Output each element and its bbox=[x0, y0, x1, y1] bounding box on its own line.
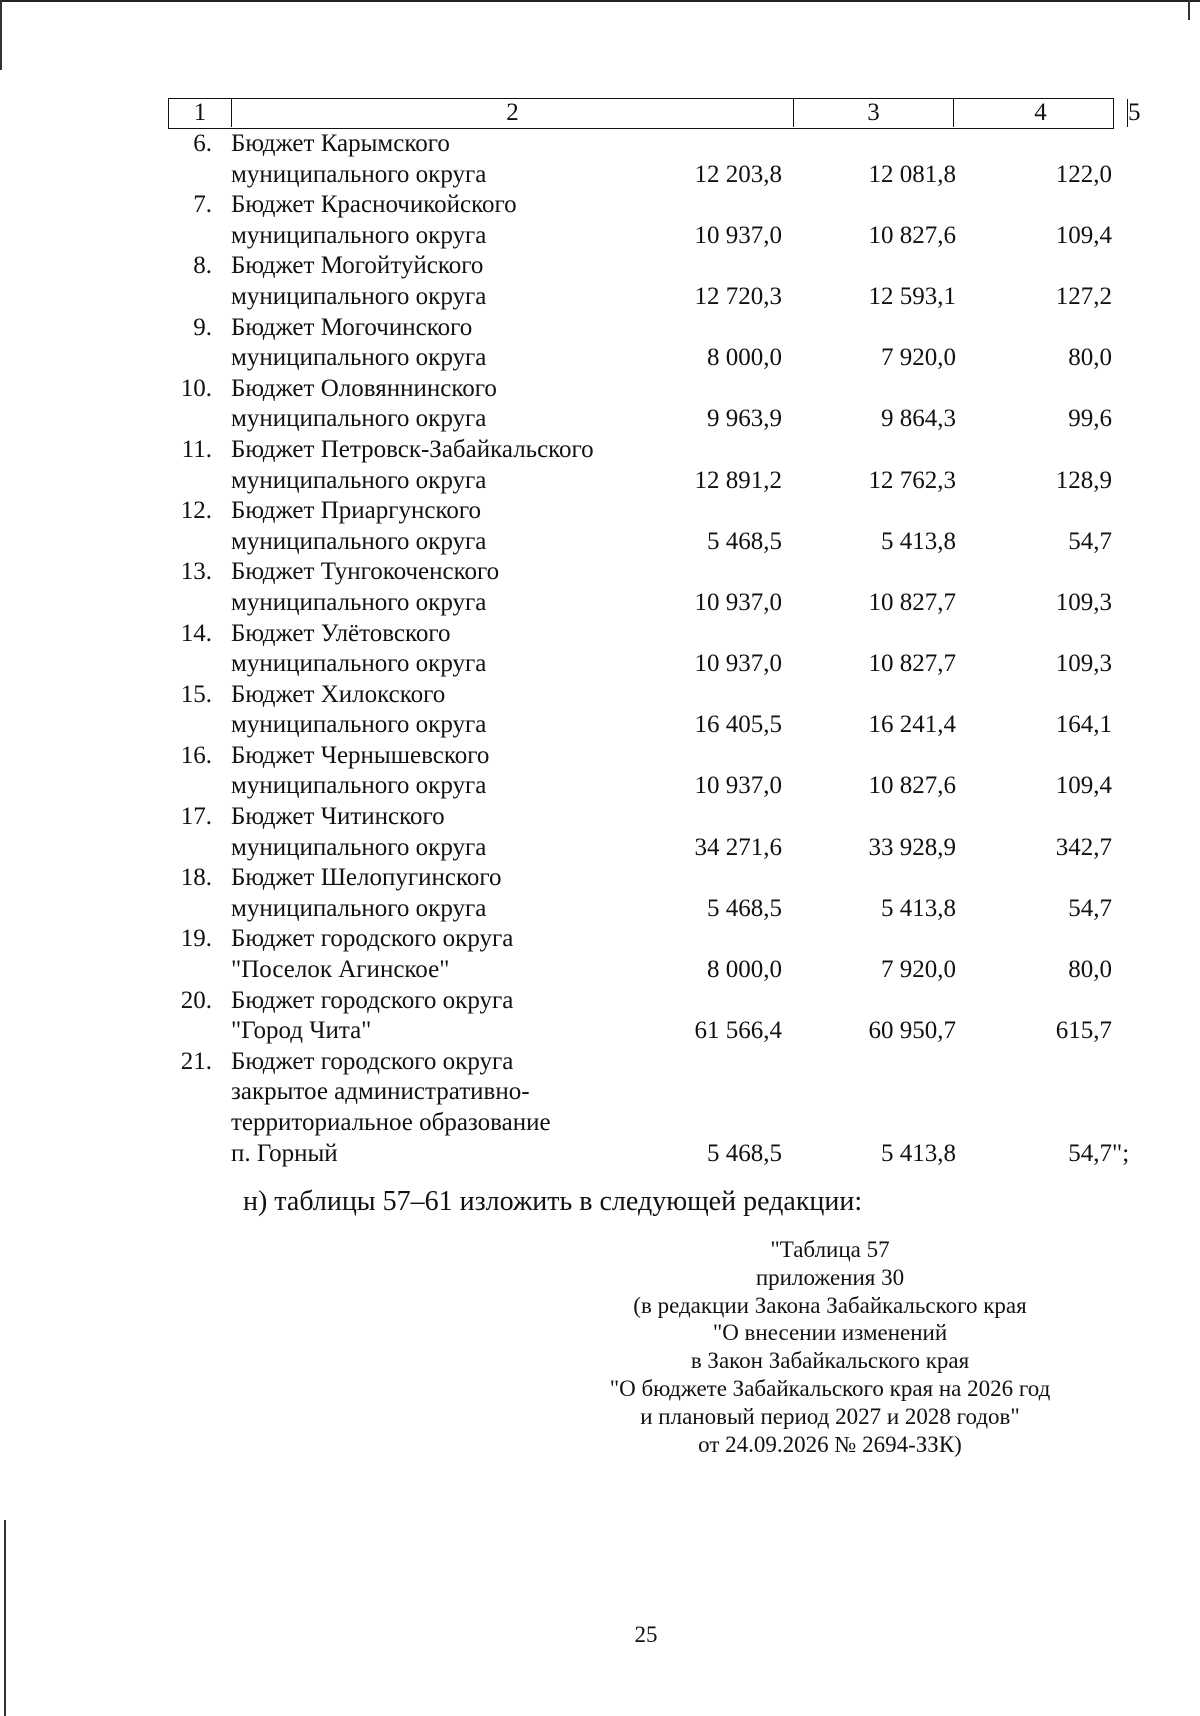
row-value-5: 128,9 bbox=[1055, 466, 1112, 494]
row-budget-name: Бюджет Могойтуйского bbox=[231, 252, 484, 280]
table-row bbox=[0, 557, 1200, 618]
row-budget-name: муниципального округа bbox=[231, 833, 487, 861]
closing-quote: "; bbox=[1112, 1139, 1130, 1167]
row-value-3: 12 203,8 bbox=[694, 160, 782, 188]
header-col-1: 1 bbox=[193, 99, 207, 126]
row-value-3: 34 271,6 bbox=[694, 833, 782, 861]
table-row bbox=[0, 251, 1200, 312]
caption-line: "О бюджете Забайкальского края на 2026 год bbox=[609, 1375, 1051, 1401]
row-budget-name: Бюджет городского округа bbox=[231, 925, 514, 953]
instruction-text: н) таблицы 57–61 изложить в следующей редакции: bbox=[243, 1186, 863, 1217]
scan-edge-left-lower bbox=[4, 1520, 6, 1716]
row-value-3: 12 720,3 bbox=[694, 282, 782, 310]
row-budget-name: "Город Чита" bbox=[231, 1017, 372, 1045]
row-number: 10. bbox=[180, 374, 212, 402]
row-budget-name: Бюджет городского округа bbox=[231, 1047, 514, 1075]
row-number: 16. bbox=[180, 741, 212, 769]
row-value-5: 109,4 bbox=[1055, 772, 1112, 800]
row-number: 20. bbox=[180, 986, 212, 1014]
row-budget-name: муниципального округа bbox=[231, 772, 487, 800]
row-value-3: 5 468,5 bbox=[707, 527, 782, 555]
table-row bbox=[0, 190, 1200, 251]
caption-line: (в редакции Закона Забайкальского края bbox=[633, 1292, 1027, 1318]
row-budget-name: муниципального округа bbox=[231, 344, 487, 372]
row-value-4: 10 827,6 bbox=[868, 772, 956, 800]
row-value-4: 7 920,0 bbox=[881, 956, 956, 984]
header-col-2: 2 bbox=[231, 99, 793, 127]
row-value-3: 5 468,5 bbox=[707, 1139, 782, 1167]
row-number: 7. bbox=[193, 191, 212, 219]
row-value-5: 127,2 bbox=[1055, 282, 1112, 310]
row-number: 6. bbox=[193, 130, 212, 157]
row-value-4: 12 593,1 bbox=[868, 282, 956, 310]
scan-mark-right bbox=[1188, 0, 1190, 20]
row-budget-name: Бюджет Чернышевского bbox=[231, 741, 490, 769]
row-value-5: 54,7 bbox=[1068, 527, 1112, 555]
row-value-5: 109,3 bbox=[1055, 650, 1112, 678]
row-value-3: 10 937,0 bbox=[694, 650, 782, 678]
row-budget-name: Бюджет Могочинского bbox=[231, 313, 473, 341]
table-row bbox=[0, 741, 1200, 802]
row-value-3: 8 000,0 bbox=[707, 956, 782, 984]
table-body bbox=[0, 129, 1200, 1169]
row-value-3: 12 891,2 bbox=[694, 466, 782, 494]
row-value-4: 10 827,7 bbox=[868, 650, 956, 678]
row-budget-name: муниципального округа bbox=[231, 405, 487, 433]
row-value-4: 10 827,6 bbox=[868, 221, 956, 249]
row-value-4: 60 950,7 bbox=[868, 1017, 956, 1045]
row-budget-name: муниципального округа bbox=[231, 894, 487, 922]
caption-line: "Таблица 57 bbox=[770, 1237, 890, 1262]
row-value-4: 7 920,0 bbox=[881, 344, 956, 372]
row-value-4: 12 762,3 bbox=[868, 466, 956, 494]
table-row bbox=[0, 680, 1200, 741]
row-budget-name: муниципального округа bbox=[231, 588, 487, 616]
table-row bbox=[0, 374, 1200, 435]
row-value-5: 80,0 bbox=[1068, 956, 1112, 984]
caption-line: и плановый период 2027 и 2028 годов" bbox=[640, 1403, 1020, 1429]
row-value-4: 5 413,8 bbox=[881, 1139, 956, 1167]
row-value-4: 5 413,8 bbox=[881, 527, 956, 555]
row-budget-name: Бюджет Петровск-Забайкальского bbox=[231, 435, 594, 463]
row-value-5: 54,7 bbox=[1068, 1139, 1112, 1167]
row-budget-name: "Поселок Агинское" bbox=[231, 956, 450, 984]
row-budget-name: муниципального округа bbox=[231, 466, 487, 494]
row-budget-name: Бюджет Читинского bbox=[231, 803, 445, 831]
scan-edge-left bbox=[0, 0, 2, 70]
row-number: 8. bbox=[193, 252, 212, 280]
row-budget-name: Бюджет Тунгокоченского bbox=[231, 558, 500, 586]
row-value-4: 5 413,8 bbox=[881, 894, 956, 922]
row-value-3: 61 566,4 bbox=[694, 1017, 782, 1045]
row-value-5: 80,0 bbox=[1068, 344, 1112, 372]
row-number: 12. bbox=[180, 497, 212, 525]
caption-line: приложения 30 bbox=[755, 1264, 905, 1290]
table-row bbox=[0, 619, 1200, 680]
row-value-3: 16 405,5 bbox=[694, 711, 782, 739]
row-number: 11. bbox=[181, 435, 212, 463]
table-row bbox=[0, 313, 1200, 374]
header-col-3: 3 bbox=[793, 99, 953, 127]
row-value-3: 8 000,0 bbox=[707, 344, 782, 372]
header-col-4: 4 bbox=[953, 99, 1127, 127]
row-number: 17. bbox=[180, 803, 212, 831]
row-value-5: 164,1 bbox=[1055, 711, 1112, 739]
table-row bbox=[0, 924, 1200, 985]
row-budget-name: Бюджет городского округа bbox=[231, 986, 514, 1014]
row-value-5: 54,7 bbox=[1068, 894, 1112, 922]
row-number: 19. bbox=[180, 925, 212, 953]
row-number: 14. bbox=[180, 619, 212, 647]
row-budget-name: Бюджет Хилокского bbox=[231, 680, 446, 708]
page-number: 25 bbox=[634, 1622, 658, 1647]
row-budget-name: Бюджет Оловяннинского bbox=[231, 374, 497, 402]
caption-line: от 24.09.2026 № 2694-ЗЗК) bbox=[698, 1431, 962, 1457]
caption-line: в Закон Забайкальского края bbox=[690, 1348, 970, 1374]
row-value-4: 9 864,3 bbox=[881, 405, 956, 433]
row-number: 13. bbox=[180, 558, 212, 586]
row-value-3: 9 963,9 bbox=[707, 405, 782, 433]
row-value-5: 615,7 bbox=[1055, 1017, 1112, 1045]
row-budget-name: Бюджет Приаргунского bbox=[231, 497, 481, 525]
row-value-4: 12 081,8 bbox=[868, 160, 956, 188]
row-value-5: 99,6 bbox=[1068, 405, 1112, 433]
table-header bbox=[168, 98, 1141, 129]
caption-line: "О внесении изменений bbox=[712, 1320, 948, 1346]
table-row bbox=[0, 802, 1200, 863]
row-value-4: 10 827,7 bbox=[868, 588, 956, 616]
row-budget-name: Бюджет Карымского bbox=[231, 130, 450, 157]
header-col-5: 5 bbox=[1128, 99, 1141, 126]
table-row bbox=[0, 986, 1200, 1047]
row-number: 15. bbox=[180, 680, 212, 708]
row-budget-name: муниципального округа bbox=[231, 711, 487, 739]
row-value-4: 16 241,4 bbox=[868, 711, 956, 739]
row-value-3: 10 937,0 bbox=[694, 588, 782, 616]
table-caption bbox=[560, 1236, 1100, 1458]
row-value-5: 342,7 bbox=[1055, 833, 1112, 861]
row-value-5: 122,0 bbox=[1055, 160, 1112, 188]
row-value-5: 109,3 bbox=[1055, 588, 1112, 616]
table-row bbox=[0, 863, 1200, 924]
row-value-3: 10 937,0 bbox=[694, 772, 782, 800]
row-budget-name: закрытое административно- bbox=[231, 1078, 530, 1106]
table-row bbox=[0, 129, 1200, 190]
table-row bbox=[0, 496, 1200, 557]
row-value-5: 109,4 bbox=[1055, 221, 1112, 249]
row-number: 18. bbox=[180, 864, 212, 892]
row-budget-name: муниципального округа bbox=[231, 160, 487, 188]
row-budget-name: муниципального округа bbox=[231, 282, 487, 310]
row-budget-name: Бюджет Красночикойского bbox=[231, 191, 517, 219]
table-row bbox=[0, 435, 1200, 496]
row-budget-name: Бюджет Шелопугинского bbox=[231, 864, 502, 892]
row-value-3: 10 937,0 bbox=[694, 221, 782, 249]
row-budget-name: Бюджет Улётовского bbox=[231, 619, 451, 647]
row-value-3: 5 468,5 bbox=[707, 894, 782, 922]
row-number: 9. bbox=[193, 313, 212, 341]
row-budget-name: муниципального округа bbox=[231, 527, 487, 555]
row-budget-name: муниципального округа bbox=[231, 650, 487, 678]
table-row bbox=[0, 1047, 1200, 1169]
row-budget-name: территориальное образование bbox=[231, 1109, 551, 1136]
row-budget-name: п. Горный bbox=[231, 1139, 338, 1167]
row-number: 21. bbox=[180, 1047, 212, 1075]
scan-edge-top bbox=[0, 0, 1200, 2]
row-value-4: 33 928,9 bbox=[868, 833, 956, 861]
row-budget-name: муниципального округа bbox=[231, 221, 487, 249]
